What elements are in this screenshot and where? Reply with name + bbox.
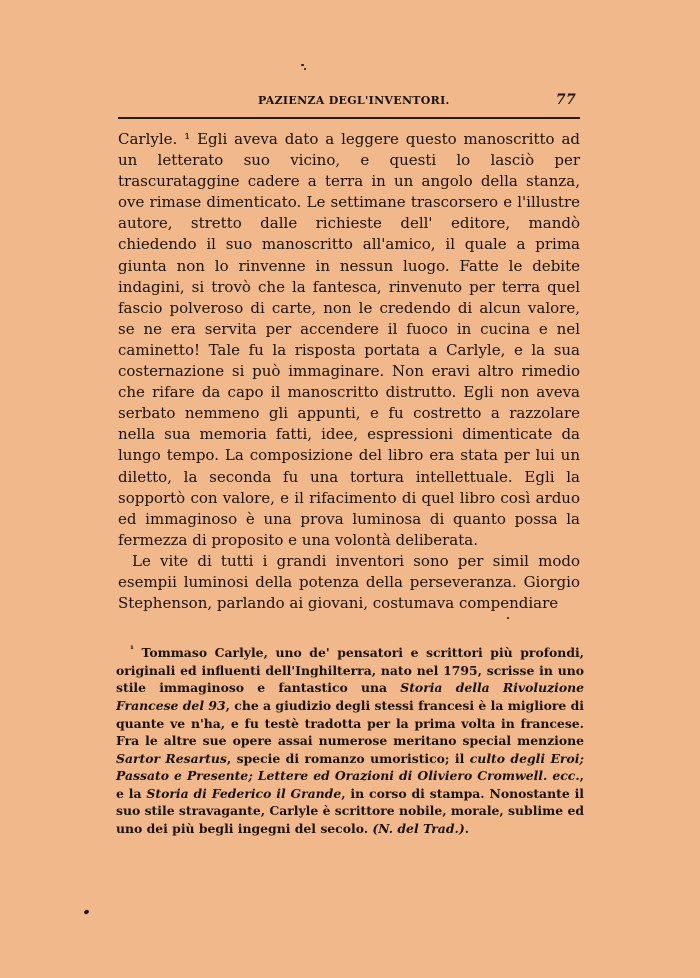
footnote-marker: ¹: [130, 645, 134, 655]
page-number: 77: [555, 92, 576, 108]
footnote-text: Tommaso Carlyle, uno de' pensatori e scrittori più profondi, originali ed influenti dell'Inghilterra, nato nel 1795, scrisse in uno stile immaginoso e fantastico una: [116, 645, 584, 696]
footnote-text: , in corso di stampa. Nonostante il suo stile stravagante, Carlyle è scrittore nobile, morale, sublime ed uno dei più begli ingegni del secolo.: [116, 785, 585, 837]
ink-speck: [304, 68, 306, 70]
paragraph: Le vite di tutti i grandi inventori sono per simil modo esempii luminosi della potenza della perseveranza. Giorgio Stephenson, parlando ai giovani, costumava compendiare: [118, 551, 580, 613]
footnote-text: , e la: [116, 768, 584, 801]
ink-speck: [507, 617, 509, 619]
footnote-attribution: (N. del Trad.): [372, 821, 465, 837]
footnote-text: , che a giudizio degli stessi francesi è la migliore di quante ve n'ha, e fu testè tradotta per la prima volta in francese. Fra le altre sue opere assai numerose meritano special menzione: [116, 697, 585, 749]
footnote-text: , specie di romanzo umoristico; il: [226, 750, 470, 766]
footnote: [116, 642, 584, 838]
running-title: PAZIENZA DEGL'INVENTORI.: [258, 94, 450, 107]
footnote-title: Storia della Rivoluzione Francese del 93: [116, 680, 585, 713]
footnote-title: Storia di Federico il Grande: [146, 785, 342, 801]
footnote-paragraph: [116, 642, 584, 838]
ink-speck: [301, 64, 304, 66]
main-text: [118, 129, 580, 614]
footnote-text: .: [464, 821, 470, 837]
footnote-title: Sartor Resartus: [116, 750, 227, 766]
paragraph: Carlyle. ¹ Egli aveva dato a leggere questo manoscritto ad un letterato suo vicino, e questi lo lasciò per trascurataggine cadere a terra in un angolo della stanza, ove rimase dimenticato. Le settimane trascorsero e l'illustre autore, stretto dalle richieste dell' editore, mandò chiedendo il suo manoscritto all'amico, il quale a prima giunta non lo rinvenne in nessun luogo. Fatte le debite indagini, si trovò che la fantesca, rinvenuto per terra quel fascio polveroso di carte, non le credendo di alcun valore, se ne era servita per accendere il fuoco in cucina e nel caminetto! Tale fu la risposta portata a Carlyle, e la sua costernazione si può immaginare. Non eravi altro rimedio che rifare da capo il manoscritto distrutto. Egli non aveva serbato nemmeno gli appunti, e fu costretto a razzolare nella sua memoria fatti, idee, espressioni dimenticate da lungo tempo. La composizione del libro era stata per lui un diletto, la seconda fu una tortura intellettuale. Egli la sopportò con valore, e il rifacimento di quel libro così arduo ed immaginoso è una prova luminosa di quanto possa la fermezza di proposito e una volontà deliberata.: [118, 130, 580, 549]
footnote-title: culto degli Eroi; Passato e Presente; Lettere ed Orazioni di Oliviero Cromwell. ecc.: [116, 750, 584, 784]
header-rule: [118, 117, 580, 119]
ink-speck: [83, 909, 89, 915]
